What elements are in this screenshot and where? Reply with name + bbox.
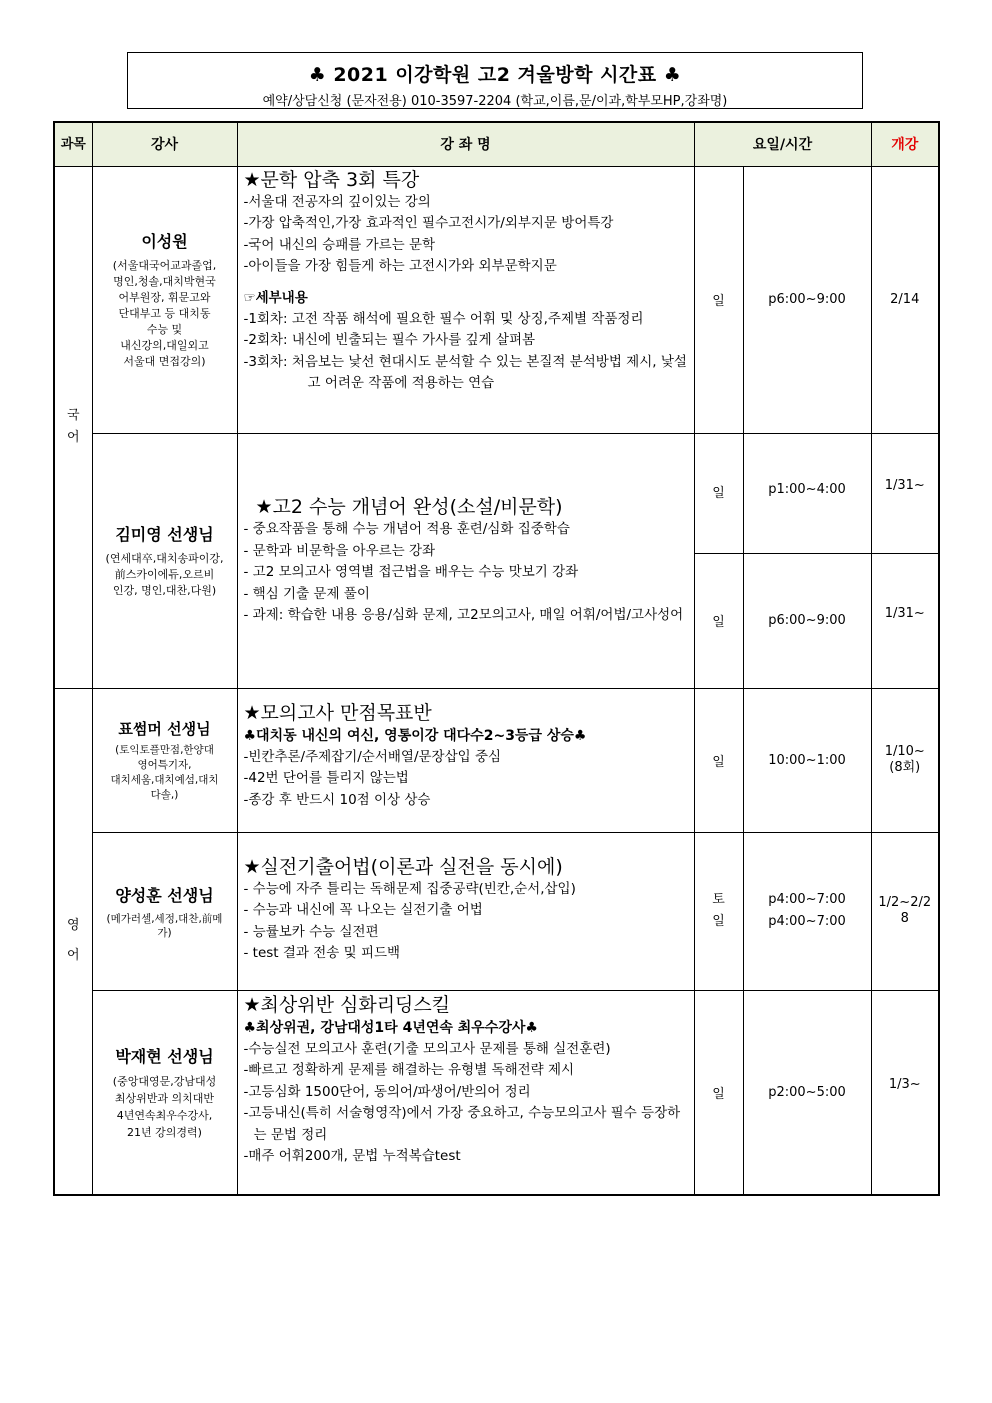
open-date: 2/14 <box>871 166 939 433</box>
detail-line: -3회차: 처음보는 낯선 현대시도 분석할 수 있는 본질적 분석방법 제시, 낯설고 어려운 작품에 적용하는 연습 <box>243 353 687 391</box>
time-cell: p6:00~9:00 <box>743 166 871 433</box>
open-date: 1/31~ <box>871 553 939 688</box>
col-teacher: 강사 <box>92 122 237 166</box>
time-cell: p6:00~9:00 <box>743 553 871 688</box>
course-line: -매주 어휘200개, 문법 누적복습test <box>243 1148 461 1164</box>
table-row <box>54 688 939 832</box>
teacher-credentials: (서울대국어교과졸업, 명인,청솔,대치박현국 어부원장, 휘문고와 단대부고 등 대치동 수능 및 내신강의,대일외고 서울대 면접강의) <box>112 259 217 368</box>
time-cell: p2:00~5:00 <box>743 990 871 1195</box>
course-line: -빈칸추론/주제잡기/순서배열/문장삽입 중심 <box>243 748 502 765</box>
course-subtitle: ♣대치동 내신의 여신, 영통이강 대다수2~3등급 상승♣ <box>243 727 587 744</box>
teacher-name: 박재현 선생님 <box>115 1046 214 1066</box>
course-line: -고등내신(특히 서술형영작)에서 가장 중요하고, 수능모의고사 필수 등장하는 문법 정리 <box>243 1105 681 1143</box>
teacher-cell <box>92 832 237 990</box>
teacher-cell <box>92 166 237 433</box>
teacher-cell <box>92 433 237 688</box>
course-line: - 고2 모의고사 영역별 접근법을 배우는 수능 맛보기 강좌 <box>243 564 579 581</box>
day-cell: 일 <box>694 688 743 832</box>
course-line: -국어 내신의 승패를 가르는 문학 <box>243 236 436 253</box>
title-box <box>127 52 863 109</box>
time-cell: 10:00~1:00 <box>743 688 871 832</box>
teacher-credentials: (연세대卒,대치송파이강, 前스카이에듀,오르비 인강, 명인,대찬,다원) <box>105 552 224 597</box>
course-line: -42번 단어를 틀리지 않는법 <box>243 770 409 786</box>
course-line: -빠르고 정확하게 문제를 해결하는 유형별 독해전략 제시 <box>243 1062 575 1078</box>
course-line: -서울대 전공자의 깊이있는 강의 <box>243 193 431 210</box>
table-row <box>54 433 939 553</box>
course-line: -수능실전 모의고사 훈련(기출 모의고사 문제를 통해 실전훈련) <box>243 1040 611 1057</box>
teacher-name: 이성원 <box>141 232 188 251</box>
subject-english: 영 어 <box>54 688 92 1195</box>
teacher-name: 김미영 선생님 <box>115 525 214 544</box>
teacher-name: 표썸머 선생님 <box>118 719 211 738</box>
schedule-table <box>53 121 940 1196</box>
course-subtitle: ♣최상위권, 강남대성1타 4년연속 최우수강사♣ <box>243 1019 538 1036</box>
course-cell <box>237 832 694 990</box>
subject-korean: 국 어 <box>54 166 92 688</box>
teacher-credentials: (토익토플만점,한양대 영어특기자, 대치세움,대치예섬,대치 다솔,) <box>110 743 219 801</box>
page-title: ♣ 2021 이강학원 고2 겨울방학 시간표 ♣ <box>308 64 682 86</box>
detail-line: -1회차: 고전 작품 해석에 필요한 필수 어휘 및 상징,주제별 작품정리 <box>243 310 644 327</box>
day-cell: 토 일 <box>694 832 743 990</box>
course-line: - 수능과 내신에 꼭 나오는 실전기출 어법 <box>243 902 483 918</box>
time-cell: p1:00~4:00 <box>743 433 871 553</box>
course-line: - 능률보카 수능 실전편 <box>243 923 379 940</box>
course-cell <box>237 166 694 433</box>
course-line: -고등심화 1500단어, 동의어/파생어/반의어 정리 <box>243 1083 531 1100</box>
open-date: 1/10~ (8회) <box>871 688 939 832</box>
course-line: - test 결과 전송 및 피드백 <box>243 945 401 961</box>
page-subtitle: 예약/상담신청 (문자전용) 010-3597-2204 (학교,이름,문/이과,학부모HP,강좌명) <box>262 94 728 109</box>
course-line: -종강 후 반드시 10점 이상 상승 <box>243 791 431 808</box>
col-open: 개강 <box>871 122 939 166</box>
course-title: ★모의고사 만점목표반 <box>243 701 432 724</box>
course-title: ★문학 압축 3회 특강 <box>243 168 420 191</box>
course-cell <box>237 688 694 832</box>
course-title: ★고2 수능 개념어 완성(소설/비문학) <box>255 496 563 519</box>
table-row <box>54 990 939 1195</box>
course-line: - 과제: 학습한 내용 응용/심화 문제, 고2모의고사, 매일 어휘/어법/고사성어 <box>243 607 684 624</box>
course-line: - 수능에 자주 틀리는 독해문제 집중공략(빈칸,순서,삽입) <box>243 880 576 897</box>
teacher-credentials: (메가러셀,세정,대찬,前메 가) <box>106 912 223 939</box>
course-title: ★실전기출어법(이론과 실전을 동시에) <box>243 855 563 878</box>
day-cell: 일 <box>694 553 743 688</box>
course-line: - 문학과 비문학을 아우르는 강좌 <box>243 542 436 559</box>
day-cell: 일 <box>694 166 743 433</box>
table-row <box>54 166 939 433</box>
day-cell: 일 <box>694 990 743 1195</box>
open-date: 1/3~ <box>871 990 939 1195</box>
col-subject: 과목 <box>54 122 92 166</box>
course-line: - 중요작품을 통해 수능 개념어 적용 훈련/심화 집중학습 <box>243 521 570 538</box>
detail-line: -2회차: 내신에 빈출되는 필수 가사를 깊게 살펴봄 <box>243 332 536 348</box>
course-line: -아이들을 가장 힘들게 하는 고전시가와 외부문학지문 <box>243 258 557 274</box>
col-day-time: 요일/시간 <box>694 122 871 166</box>
open-date: 1/2~2/2 8 <box>871 832 939 990</box>
time-cell: p4:00~7:00 p4:00~7:00 <box>743 832 871 990</box>
open-date: 1/31~ <box>871 433 939 553</box>
course-line: - 핵심 기출 문제 풀이 <box>243 585 370 602</box>
course-cell <box>237 433 694 688</box>
header-row <box>54 122 939 166</box>
teacher-credentials: (중앙대영문,강남대성 최상위반과 의치대반 4년연속최우수강사, 21년 강의경력) <box>112 1074 217 1139</box>
table-row <box>54 832 939 990</box>
teacher-cell <box>92 990 237 1195</box>
teacher-name: 양성훈 선생님 <box>115 885 214 905</box>
detail-heading: ☞세부내용 <box>243 289 308 306</box>
course-title: ★최상위반 심화리딩스킬 <box>243 993 451 1016</box>
teacher-cell <box>92 688 237 832</box>
day-cell: 일 <box>694 433 743 553</box>
course-line: -가장 압축적인,가장 효과적인 필수고전시가/외부지문 방어특강 <box>243 215 614 231</box>
col-course: 강 좌 명 <box>237 122 694 166</box>
course-cell <box>237 990 694 1195</box>
